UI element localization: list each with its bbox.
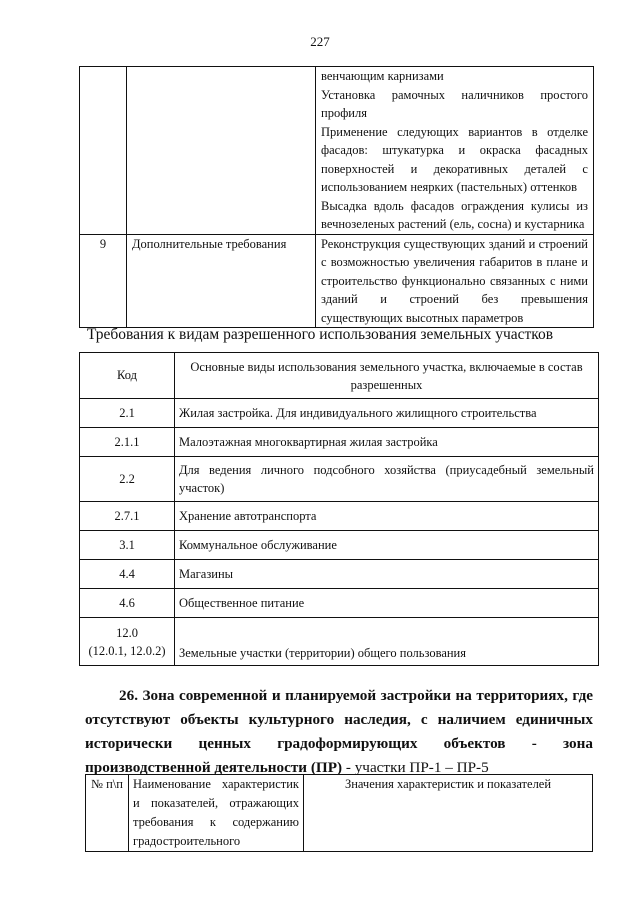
table-row	[80, 428, 599, 457]
row-number: 9	[80, 234, 127, 328]
table-row	[80, 531, 599, 560]
value-line: венчающим карнизами	[321, 69, 444, 83]
requirements-table-continued	[79, 66, 594, 328]
value-line: Высадка вдоль фасадов ограждения кулисы из вечнозеленых растений (ель, сосна) и кустарника	[321, 198, 588, 231]
table-row	[80, 502, 599, 531]
header-value: Значения характеристик и показателей	[304, 775, 593, 852]
table-header-row	[80, 353, 599, 399]
use-description: Жилая застройка. Для индивидуального жилищного строительства	[175, 399, 599, 428]
use-description: Земельные участки (территории) общего пользования	[175, 618, 599, 666]
row-name: Дополнительные требования	[127, 234, 316, 328]
row-name-cell	[127, 67, 316, 235]
zone-title	[85, 684, 593, 780]
use-code-sub: (12.0.1, 12.0.2)	[88, 643, 166, 658]
use-description: Хранение автотранспорта	[175, 502, 599, 531]
use-description: Для ведения личного подсобного хозяйства (приусадебный земельный участок)	[175, 457, 599, 502]
row-value-cell	[316, 67, 594, 235]
header-description: Основные виды использования земельного участка, включаемые в состав разрешенных	[175, 353, 599, 399]
header-code: Код	[80, 353, 175, 399]
row-value: Реконструкция существующих зданий и строений с возможностью увеличения габаритов в плане и строительство функционально связанных с ними зданий и строений без превышения существующих высотных параметров	[316, 234, 594, 328]
use-code-cell	[80, 618, 175, 666]
table-row	[80, 399, 599, 428]
value-line: Установка рамочных наличников простого профиля	[321, 87, 588, 120]
use-description: Коммунальное обслуживание	[175, 531, 599, 560]
page-number: 227	[310, 34, 330, 49]
table-row	[80, 589, 599, 618]
table-row	[80, 618, 599, 666]
use-code: 4.4	[80, 560, 175, 589]
use-description: Малоэтажная многоквартирная жилая застройка	[175, 428, 599, 457]
header-name: Наименование характеристик и показателей, отражающих требования к содержанию градостроительного	[129, 775, 304, 852]
table-row	[80, 234, 594, 328]
header-number: № п\п	[86, 775, 129, 852]
use-code: 2.7.1	[80, 502, 175, 531]
use-code: 4.6	[80, 589, 175, 618]
zone-title-line: отсутствуют объекты культурного наследия, с наличием единичных	[85, 711, 593, 728]
table-row	[80, 560, 599, 589]
zone-name: производственной деятельности (ПР)	[85, 759, 343, 776]
zone-title-line: исторически ценных градоформирующих объектов - зона	[85, 735, 593, 752]
use-code: 12.0	[116, 625, 138, 640]
use-description: Общественное питание	[175, 589, 599, 618]
use-code: 2.2	[80, 457, 175, 502]
row-number-cell	[80, 67, 127, 235]
permitted-use-table	[79, 352, 599, 666]
table-row	[80, 67, 594, 235]
use-description: Магазины	[175, 560, 599, 589]
table-row	[80, 457, 599, 502]
characteristics-table	[85, 774, 593, 852]
table-header-row	[86, 775, 593, 852]
section-heading: Требования к видам разрешенного использования земельных участков	[86, 326, 554, 343]
zone-title-line: 26. Зона современной и планируемой застройки на территориях, где	[119, 687, 593, 704]
zone-plots: - участки ПР-1 – ПР-5	[342, 759, 489, 776]
value-line: Применение следующих вариантов в отделке фасадов: штукатурка и окраска фасадных поверхностей и декоративных деталей с использованием неярких (пастельных) оттенков	[321, 124, 588, 194]
use-code: 2.1.1	[80, 428, 175, 457]
use-code: 3.1	[80, 531, 175, 560]
use-code: 2.1	[80, 399, 175, 428]
